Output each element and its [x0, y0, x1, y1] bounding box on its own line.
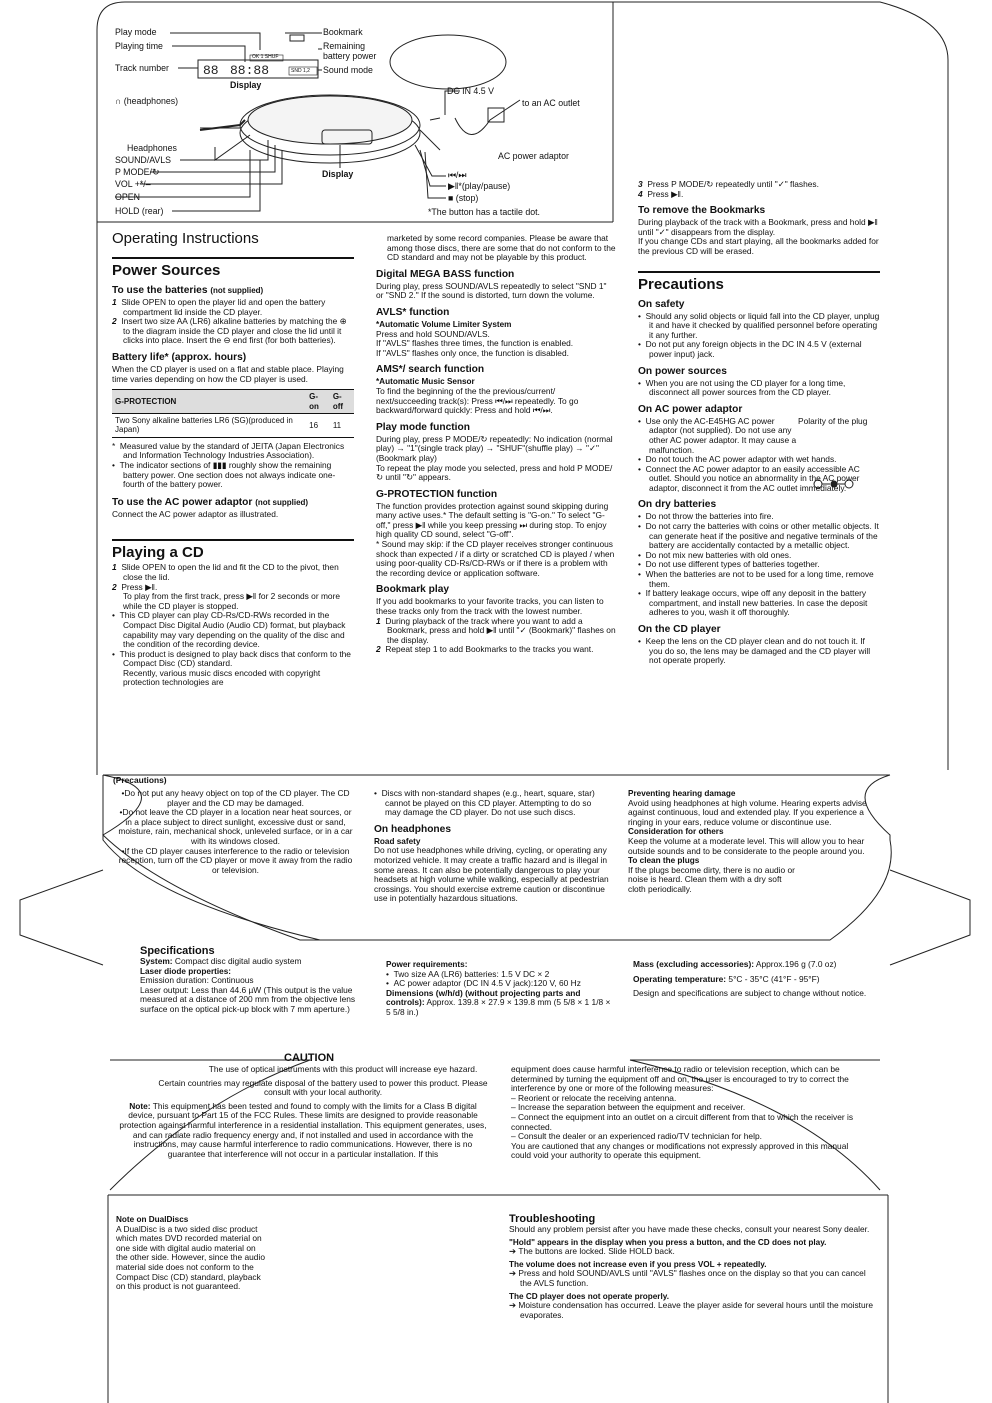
note-indicator: • The indicator sections of ▮▮▮ roughly show the remaining battery power. One section does not always indicate one-fourth of the battery power.: [112, 459, 336, 490]
clean-plugs-text: If the plugs become dirty, there is no audio or noise is heard. Clean them with a dry soft cloth periodically.: [628, 864, 795, 894]
note-cdr: • This CD player can play CD-Rs/CD-RWs recorded in the Compact Disc Digital Audio (Audio CD) format, but playback capability may vary depending on the quality of the disc and the condition of the recording device.: [112, 610, 346, 650]
spec-laser-2: Laser output: Less than 44.6 µW (This output is the value measured at a distance of 200 mm from the objective lens surface on the optical pick-up block with 7 mm aperture.): [140, 984, 356, 1014]
label-remaining-1: Remaining: [323, 41, 366, 51]
column-1: [112, 230, 354, 688]
label-vol: VOL +*/–: [115, 179, 151, 189]
play-pause-icon: ▶‖: [448, 181, 459, 191]
mega-bass-text: During play, press SOUND/AVLS repeatedly to select "SND 1" or "SND 2." If the sound is distorted, turn down the volume.: [376, 280, 607, 301]
lcd-tag-b: SND 1,2: [291, 68, 310, 74]
label-polarity: Polarity of the plug: [798, 415, 868, 426]
bookmark-step-1: 1 During playback of the track where you want to add a Bookmark, press and hold ▶‖ until "✓ (Bookmark)" flashes on the display.: [376, 615, 616, 645]
lower-discs: • Discs with non-standard shapes (e.g., heart, square, star) cannot be played on this CD player. Attempting to do so may damage the CD player. Do not use such discs.: [374, 788, 595, 818]
caution-title: CAUTION: [284, 1052, 335, 1064]
remove-text-2: If you change CDs and start playing, all the bookmarks added for the previous CD will be erased.: [638, 236, 879, 256]
battery-life-text: When the CD player is used on a flat and stable place. Playing time varies depending on how the CD player is used.: [112, 363, 344, 384]
label-sound-avls: SOUND/AVLS: [115, 155, 172, 165]
battery-step-1: 1 Slide OPEN to open the player lid and open the battery compartment lid inside the CD player.: [112, 297, 326, 317]
trouble-q2: The volume does not increase even if you press VOL + repeatedly.: [509, 1259, 767, 1269]
specs-col-3: [633, 960, 868, 999]
label-play-mode: Play mode: [115, 27, 157, 37]
power-1: • When you are not using the CD player for a long time, disconnect all power sources from the CD player.: [638, 377, 846, 398]
svg-text:88:88: 88:88: [230, 63, 270, 78]
caution-col-1: [118, 1065, 488, 1159]
heading-precautions-cont: (Precautions): [113, 775, 167, 785]
dry-2: • Do not carry the batteries with coins or other metallic objects. It can generate heat if the positive and negative terminals of the battery are accidentally contacted by a metallic object.: [638, 521, 879, 551]
heading-mega-bass: Digital MEGA BASS function: [376, 268, 515, 280]
label-playing-time: Playing time: [115, 41, 163, 51]
lower-col-1: [118, 789, 353, 875]
label-stop: ■ (stop): [448, 193, 479, 203]
dry-5: • When the batteries are not to be used for a long time, remove them.: [638, 569, 874, 589]
heading-hearing: Preventing hearing damage: [628, 789, 736, 798]
label-open: OPEN: [115, 192, 140, 202]
prev-track-icon: ⏮: [448, 170, 456, 180]
trouble-q3: The CD player does not operate properly.: [509, 1291, 669, 1301]
caution-r3: – Increase the separation between the equipment and receiver.: [511, 1102, 746, 1113]
ac-3: • Connect the AC power adaptor to an easily accessible AC outlet. Should you notice an abnormality in the AC power adaptor, disconnect it from the AC outlet immediately.: [638, 463, 860, 493]
doc-title: Operating Instructions: [112, 230, 259, 247]
caution-col-2: [511, 1065, 856, 1161]
next-track-icon: ⏭: [458, 170, 467, 180]
section-playing: Playing a CD: [112, 539, 354, 561]
spec-power-2: • AC power adaptor (DC IN 4.5 V jack):120 V, 60 Hz: [386, 978, 581, 989]
label-play-pause: ▶‖*(play/pause): [448, 181, 511, 191]
label-track-number: Track number: [115, 63, 169, 73]
play-pause-icon: ▶‖: [145, 581, 155, 592]
trouble-a2: ➔ Press and hold SOUND/AVLS until "AVLS" flashes once on the display so that you can cancel the AVLS function.: [509, 1268, 866, 1288]
heading-on-headphones: On headphones: [374, 823, 451, 835]
ams-sub: *Automatic Music Sensor: [376, 377, 475, 387]
trouble-q1: "Hold" appears in the display when you press a button, and the CD does not play.: [509, 1237, 827, 1247]
label-bookmark: Bookmark: [323, 27, 363, 37]
column-2: [376, 234, 616, 655]
label-remaining-2: battery power: [323, 51, 377, 61]
lower-item-2: •Do not leave the CD player in a location near heat sources, or in a place subject to direct sunlight, excessive dust or sand, moisture, rain, mechanical shock, unleveled surface, or in a car with its windows closed.: [118, 807, 353, 846]
dry-6: • If battery leakage occurs, wipe off any deposit in the battery compartment, and install new batteries. In case the deposit adheres to you, wash it off thoroughly.: [638, 588, 868, 618]
copyright-cont: marketed by some record companies. Please be aware that among those discs, there are some that do not conform to the CD standard and may not be playable by this product.: [387, 233, 616, 263]
caution-1: The use of optical instruments with this product will increase eye hazard.: [208, 1064, 478, 1074]
heading-play-mode: Play mode function: [376, 421, 470, 433]
play-step-1: 1 Slide OPEN to open the lid and fit the CD to the pivot, then close the lid.: [112, 562, 339, 582]
road-safety-text: Do not use headphones while driving, cycling, or operating any motorized vehicle. It may create a traffic hazard and is illegal in some areas. It can also be potentially dangerous to play your headsets at high volume while walking, especially at pedestrian crossings. You should exercise extreme caution or discontinue use in potentially hazardous situations.: [374, 845, 609, 904]
ac-2: • Do not touch the AC power adaptor with wet hands.: [638, 454, 837, 465]
dry-3: • Do not mix new batteries with old ones.: [638, 549, 792, 560]
heading-g-protection: G-PROTECTION function: [376, 488, 498, 500]
caution-r4: – Connect the equipment into an outlet on a circuit different from that to which the receiver is connected.: [511, 1111, 854, 1132]
label-sound-mode: Sound mode: [323, 65, 373, 75]
stop-icon: ■: [448, 193, 454, 203]
heading-cd-player: On the CD player: [638, 624, 721, 635]
g-protection-text-2: * Sound may skip: if the CD player receives stronger continuous shock than expected / if a dirty or scratched CD is played / when using poor-quality CD-Rs/CD-RWs or if there is a problem with the recording device or application software.: [376, 539, 615, 578]
ac-adaptor-text: Connect the AC power adaptor as illustrated.: [112, 508, 279, 519]
bookmark-step-4: 4 Press ▶‖.: [638, 188, 684, 199]
lower-item-3: •If the CD player causes interference to the radio or television reception, turn off the CD player or move it away from the radio or television.: [118, 845, 353, 875]
heading-road-safety: Road safety: [374, 836, 421, 846]
battery-life-table: G-PROTECTION G-on G-off Two Sony alkaline batteries LR6 (SG)(produced in Japan) 16 11: [112, 389, 354, 438]
caution-r6: You are cautioned that any changes or modifications not expressly approved in this manual could void your authority to operate this equipment.: [511, 1140, 849, 1161]
battery-step-2: 2 Insert two size AA (LR6) alkaline batteries by matching the ⊕ to the diagram inside the CD player and close the lid until it clicks into place. Insert the ⊖ end first (for both batteries).: [112, 316, 347, 346]
repeat-icon: ↻: [152, 167, 160, 177]
lower-col-2: [374, 789, 609, 904]
avls-text-3: If "AVLS" flashes only once, the function is disabled.: [376, 347, 569, 358]
specs-col-2: [386, 960, 616, 1018]
note-jeita: * Measured value by the standard of JEITA (Japan Electronics and Information Technology Industries Association).: [112, 440, 345, 461]
caution-r5: – Consult the dealer or an experienced radio/TV technician for help.: [511, 1131, 762, 1142]
safety-2: • Do not put any foreign objects in the DC IN 4.5 V (external power input) jack.: [638, 339, 862, 359]
heading-ams: AMS*/ search function: [376, 364, 485, 376]
play-mode-text-2: To repeat the play mode you selected, press and hold P MODE/↻ until "↻" appears.: [376, 462, 613, 483]
ac-1: • Use only the AC-E45HG AC power adaptor (not supplied). Do not use any other AC power adaptor. It may cause a malfunction.: [638, 415, 797, 455]
label-hold: HOLD (rear): [115, 206, 164, 216]
caution-note: Note: This equipment has been tested and found to comply with the limits for a Class B digital device, pursuant to Part 15 of the FCC Rules. These limits are designed to provide reasonable protection against harmful interference in a residential installation. This equipment generates, uses, and can radiate radio frequency energy and, if not installed and used in accordance with the instructions, may cause harmful interference to radio communications. However, there is no guarantee that interference will not occur in a particular installation. If this: [119, 1100, 487, 1159]
heading-batteries: To use the batteries (not supplied): [112, 285, 264, 296]
label-prev-next: ⏮/⏭: [448, 170, 467, 180]
label-tactile-note: *The button has a tactile dot.: [428, 207, 540, 217]
avls-sub: *Automatic Volume Limiter System: [376, 319, 512, 329]
heading-ac-adaptor: To use the AC power adaptor (not supplied): [112, 496, 309, 508]
section-power-sources: Power Sources: [112, 257, 354, 279]
g-protection-text-1: The function provides protection against sound skipping during many active uses.* The default setting is "G-on." To select "G-off," press ▶‖ while you keep pressing ⏭ during stop. To enjoy high quality CD sound, select "G-off".: [376, 500, 609, 540]
spec-mass: Mass (excluding accessories): Approx.196 g (7.0 oz): [633, 959, 837, 969]
dry-1: • Do not throw the batteries into fire.: [638, 511, 774, 522]
dry-4: • Do not use different types of batteries together.: [638, 559, 820, 570]
label-display-top: Display: [230, 80, 262, 90]
heading-bookmark-play: Bookmark play: [376, 584, 450, 596]
caution-2: Certain countries may regulate disposal of the battery used to power this product. Please consult with your local authority.: [158, 1077, 488, 1098]
heading-clean-plugs: To clean the plugs: [628, 856, 700, 866]
svg-text:88: 88: [203, 63, 219, 78]
label-to-ac-outlet: to an AC outlet: [522, 98, 580, 108]
label-headphones-jack: ∩ (headphones): [115, 96, 179, 106]
spec-power-1: • Two size AA (LR6) batteries: 1.5 V DC × 2: [386, 968, 550, 979]
spec-system: System: Compact disc digital audio system: [140, 956, 302, 966]
spec-temp: Operating temperature: 5°C - 35°C (41°F - 95°F): [633, 973, 820, 984]
note-standard: • This product is designed to play back discs that conform to the Compact Disc (CD) standard. Recently, various music discs encoded with copyright protection technologies are: [112, 648, 351, 688]
section-precautions: Precautions: [638, 271, 880, 293]
spec-power-heading: Power requirements:: [386, 960, 468, 969]
heading-others: Consideration for others: [628, 827, 724, 837]
trouble-a1: ➔ The buttons are locked. Slide HOLD back.: [509, 1246, 675, 1257]
ams-text: To find the beginning of the the previous/current/ next/succeeding track(s): Press ⏮/⏭ repeatedly. To go backward/forward quickly: Press and hold ⏮/⏭.: [376, 385, 579, 416]
label-dc-in: DC IN 4.5 V: [447, 86, 494, 96]
bookmark-text: If you add bookmarks to your favorite tracks, you can listen to these tracks only from the track with the lowest number.: [376, 596, 604, 617]
troubleshooting: [509, 1213, 879, 1320]
specs-col-1: [140, 945, 370, 1015]
lcd-tag-a: OK 1 SHUF: [252, 54, 279, 60]
spec-laser-1: Emission duration: Continuous: [140, 975, 254, 986]
battery-icon: ▮▮▮: [212, 459, 227, 470]
dualdisc-note: [116, 1215, 266, 1292]
label-display-bottom: Display: [322, 169, 354, 179]
troubleshooting-intro: Should any problem persist after you have made these checks, consult your nearest Sony dealer.: [509, 1224, 870, 1234]
cdp-1: • Keep the lens on the CD player clean and do not touch it. If you do so, the lens may be damaged and the CD player will not operate properly.: [638, 636, 871, 666]
spec-design: Design and specifications are subject to change without notice.: [633, 988, 867, 999]
heading-battery-life: Battery life* (approx. hours): [112, 351, 247, 363]
play-pause-icon: ▶‖: [246, 591, 257, 602]
heading-safety: On safety: [638, 298, 685, 310]
heading-ac-adaptor-prec: On AC power adaptor: [638, 403, 743, 415]
caution-r1: equipment does cause harmful interference to radio or television reception, which can be determined by turning the equipment off and on, the user is encouraged to try to correct the interference by one or more of the following measures:: [511, 1064, 849, 1094]
safety-1: • Should any solid objects or liquid fall into the CD player, unplug it and have it checked by qualified personnel before operating it any further.: [638, 310, 880, 340]
lower-col-3: [628, 789, 870, 895]
heading-remove-bookmarks: To remove the Bookmarks: [638, 205, 766, 217]
spec-dimensions: Dimensions (w/h/d) (without projecting parts and controls): Approx. 139.8 × 27.9 × 139.8 mm (5 5/8 × 1 1/8 × 5 5/8 in.): [386, 987, 611, 1017]
remove-text-1: During playback of the track with a Bookmark, press and hold ▶‖ until "✓" disappears from the display.: [638, 217, 878, 237]
heading-dry-batteries: On dry batteries: [638, 499, 717, 511]
heading-avls: AVLS* function: [376, 306, 450, 318]
bookmark-step-3: 3 Press P MODE/↻ repeatedly until "✓" flashes.: [638, 179, 819, 189]
headphones-icon: ∩: [115, 96, 122, 106]
trouble-a3: ➔ Moisture condensation has occurred. Leave the player aside for several hours until the moisture evaporates.: [509, 1300, 874, 1320]
play-mode-text-1: During play, press P MODE/↻ repeatedly: No indication (normal play) → "1"(single track play) → "SHUF"(shuffle play) → "✓"(Bookmark play): [376, 433, 613, 463]
dualdisc-title: Note on DualDiscs: [116, 1215, 189, 1224]
specs-title: Specifications: [140, 945, 215, 957]
lower-item-1: •Do not put any heavy object on top of the CD player. The CD player and the CD may be damaged.: [121, 788, 350, 808]
heading-power-sources: On power sources: [638, 365, 727, 377]
label-p-mode: P MODE/↻: [115, 167, 160, 177]
column-3: [638, 180, 880, 666]
avls-text-2: If "AVLS" flashes three times, the function is enabled.: [376, 338, 574, 349]
troubleshooting-title: Troubleshooting: [509, 1213, 596, 1225]
bookmark-step-2: 2 Repeat step 1 to add Bookmarks to the tracks you want.: [376, 644, 594, 655]
play-step-2: 2 Press ▶‖. To play from the first track, press ▶‖ for 2 seconds or more while the CD player is stopped.: [112, 581, 341, 611]
dualdisc-text: A DualDisc is a two sided disc product which mates DVD recorded material on one side with digital audio material on the other side. However, since the audio material side does not conform to the Compact Disc (CD) standard, playback on this product is not guaranteed.: [116, 1223, 265, 1292]
avls-text-1: Press and hold SOUND/AVLS.: [376, 328, 490, 339]
label-ac-adaptor: AC power adaptor: [498, 151, 569, 161]
hearing-text: Avoid using headphones at high volume. Hearing experts advise against continuous, loud and extended play. If you experience a ringing in your ears, reduce volume or discontinue use.: [628, 797, 867, 827]
spec-laser-heading: Laser diode properties:: [140, 966, 231, 976]
label-headphones: Headphones: [127, 143, 177, 153]
caution-r2: – Reorient or relocate the receiving antenna.: [511, 1092, 677, 1103]
others-text: Keep the volume at a moderate level. This will allow you to hear outside sounds and to be considerate to the people around you.: [628, 835, 865, 856]
